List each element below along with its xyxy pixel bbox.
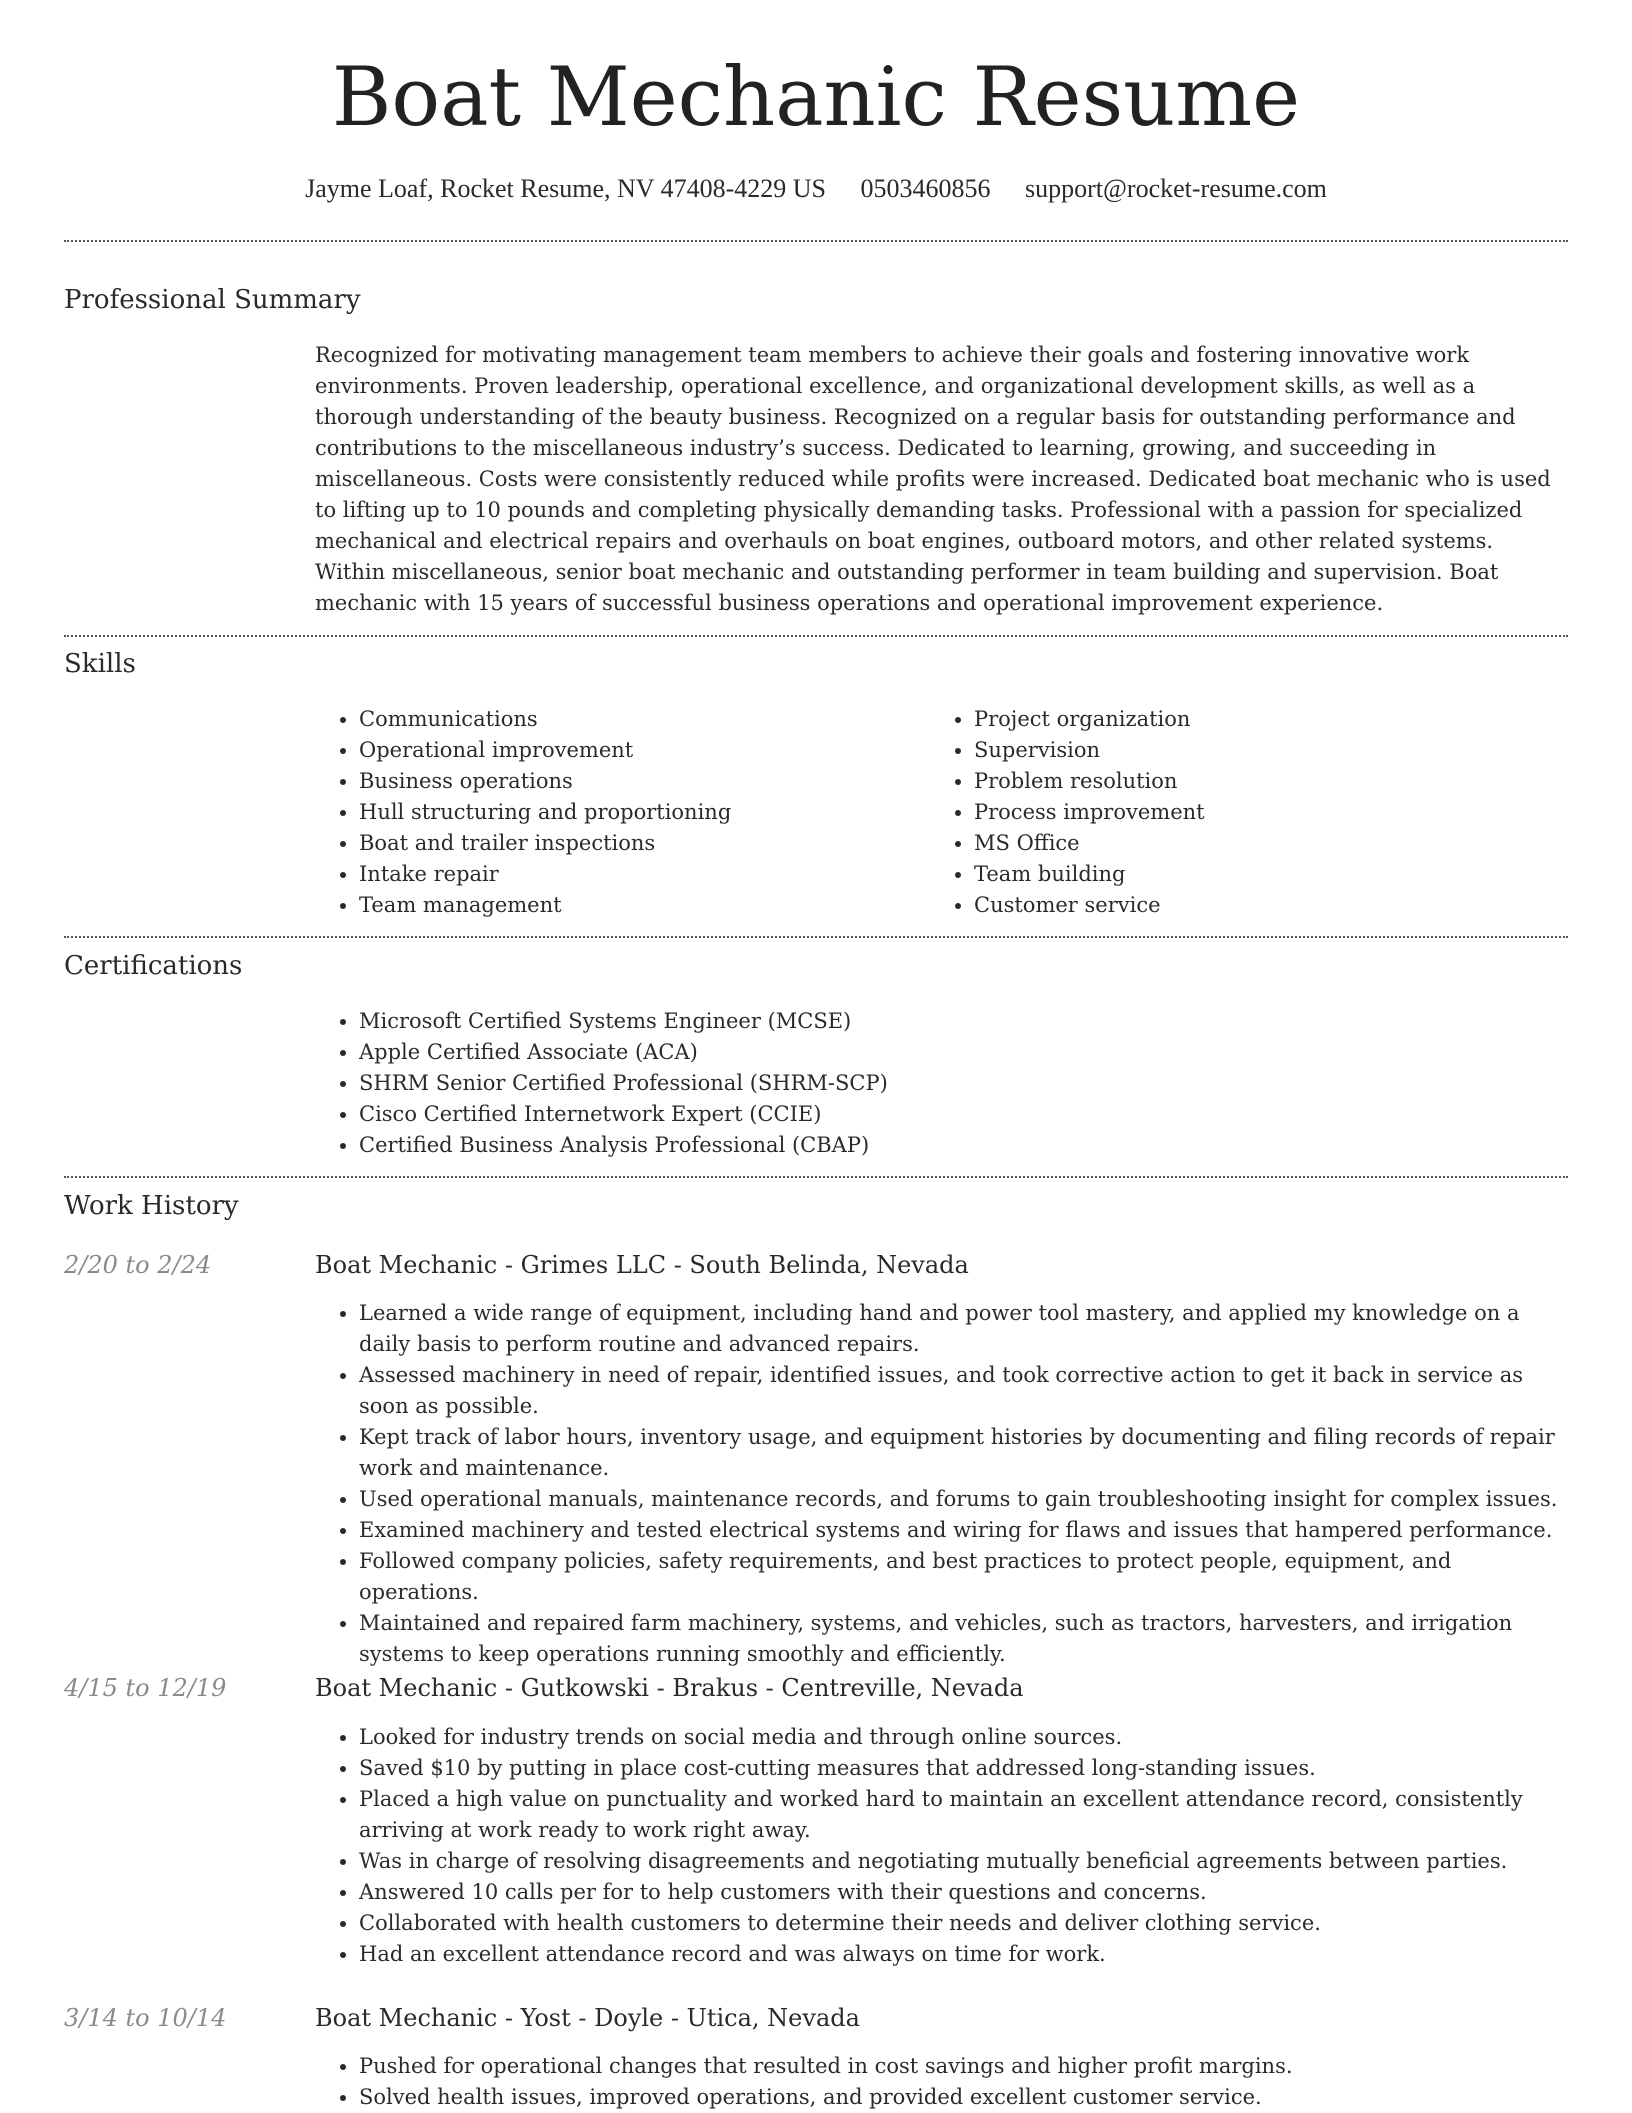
certifications-list xyxy=(315,1006,888,1161)
job-bullet: • Looked for industry trends on social media and through online sources. xyxy=(359,1722,1568,1753)
skill-item: • Communications xyxy=(359,704,731,735)
job-dates: 4/15 to 12/19 xyxy=(64,1674,227,1702)
job-bullets xyxy=(315,2051,1568,2113)
job-bullet: • Solved health issues, improved operations, and provided excellent customer service. xyxy=(359,2082,1568,2113)
job-title: Boat Mechanic - Yost - Doyle - Utica, Nevada xyxy=(315,2004,860,2032)
job-bullet: • Collaborated with health customers to determine their needs and deliver clothing service. xyxy=(359,1908,1568,1939)
skill-item: • Team management xyxy=(359,890,731,921)
job-bullet: • Assessed machinery in need of repair, identified issues, and took corrective action to get it back in service as soon as possible. xyxy=(359,1360,1568,1422)
certification-item: • Microsoft Certified Systems Engineer (MCSE) xyxy=(359,1006,888,1037)
skills-list-right xyxy=(930,704,1205,921)
contact-line xyxy=(0,169,1632,209)
contact-address: Jayme Loaf, Rocket Resume, NV 47408-4229 US xyxy=(305,174,826,203)
certifications-block xyxy=(315,1006,888,1161)
job-bullets xyxy=(315,1722,1568,1970)
job-bullet-list xyxy=(315,1722,1568,1970)
skill-item: • Process improvement xyxy=(974,797,1205,828)
section-title-skills: Skills xyxy=(64,649,136,679)
job-title: Boat Mechanic - Gutkowski - Brakus - Centreville, Nevada xyxy=(315,1674,1024,1702)
skill-item: • Hull structuring and proportioning xyxy=(359,797,731,828)
certification-item: • Apple Certified Associate (ACA) xyxy=(359,1037,888,1068)
skill-item: • Project organization xyxy=(974,704,1205,735)
skill-item: • Problem resolution xyxy=(974,766,1205,797)
section-title-certifications: Certifications xyxy=(64,951,243,981)
skill-item: • Operational improvement xyxy=(359,735,731,766)
divider xyxy=(64,635,1568,637)
divider xyxy=(64,1176,1568,1178)
job-bullet: • Had an excellent attendance record and was always on time for work. xyxy=(359,1939,1568,1970)
job-bullet: • Examined machinery and tested electrical systems and wiring for flaws and issues that hampered performance. xyxy=(359,1515,1568,1546)
skill-item: • MS Office xyxy=(974,828,1205,859)
skill-item: • Team building xyxy=(974,859,1205,890)
certification-item: • SHRM Senior Certified Professional (SHRM-SCP) xyxy=(359,1068,888,1099)
job-dates: 3/14 to 10/14 xyxy=(64,2004,227,2032)
job-bullet: • Saved $10 by putting in place cost-cutting measures that addressed long-standing issues. xyxy=(359,1753,1568,1784)
job-bullets xyxy=(315,1298,1568,1670)
skill-item: • Customer service xyxy=(974,890,1205,921)
job-bullet: • Placed a high value on punctuality and worked hard to maintain an excellent attendance record, consistently arriving at work ready to work right away. xyxy=(359,1784,1568,1846)
job-bullet: • Answered 10 calls per for to help customers with their questions and concerns. xyxy=(359,1877,1568,1908)
contact-email: support@rocket-resume.com xyxy=(1024,174,1327,203)
summary-text: Recognized for motivating management team members to achieve their goals and fostering innovative work environments. Proven leadership, operational excellence, and organizational development skills, as well as a thorough understanding of the beauty business. Recognized on a regular basis for outstanding performance and contributions to the miscellaneous industry’s success. Dedicated to learning, growing, and succeeding in miscellaneous. Costs were consistently reduced while profits were increased. Dedicated boat mechanic who is used to lifting up to 10 pounds and completing physically demanding tasks. Professional with a passion for specialized mechanical and electrical repairs and overhauls on boat engines, outboard motors, and other related systems. Within miscellaneous, senior boat mechanic and outstanding performer in team building and supervision. Boat mechanic with 15 years of successful business operations and operational improvement experience. xyxy=(315,343,1551,615)
skills-column-right xyxy=(930,704,1205,921)
skill-item: • Intake repair xyxy=(359,859,731,890)
job-bullet: • Was in charge of resolving disagreements and negotiating mutually beneficial agreements between parties. xyxy=(359,1846,1568,1877)
skills-column-left xyxy=(315,704,731,921)
job-bullet: • Learned a wide range of equipment, including hand and power tool mastery, and applied my knowledge on a daily basis to perform routine and advanced repairs. xyxy=(359,1298,1568,1360)
page-title: Boat Mechanic Resume xyxy=(331,51,1301,145)
skills-list-left xyxy=(315,704,731,921)
job-bullet: • Pushed for operational changes that resulted in cost savings and higher profit margins. xyxy=(359,2051,1568,2082)
job-bullet: • Used operational manuals, maintenance records, and forums to gain troubleshooting insight for complex issues. xyxy=(359,1484,1568,1515)
job-bullet: • Followed company policies, safety requirements, and best practices to protect people, equipment, and operations. xyxy=(359,1546,1568,1608)
job-bullet: • Maintained and repaired farm machinery, systems, and vehicles, such as tractors, harvesters, and irrigation systems to keep operations running smoothly and efficiently. xyxy=(359,1608,1568,1670)
job-title: Boat Mechanic - Grimes LLC - South Belinda, Nevada xyxy=(315,1251,969,1279)
divider xyxy=(64,936,1568,938)
job-bullet-list xyxy=(315,2051,1568,2113)
contact-phone: 0503460856 xyxy=(860,174,991,203)
section-title-summary: Professional Summary xyxy=(64,285,361,315)
certification-item: • Certified Business Analysis Professional (CBAP) xyxy=(359,1130,888,1161)
section-title-work-history: Work History xyxy=(64,1191,239,1221)
divider xyxy=(64,240,1568,242)
skill-item: • Business operations xyxy=(359,766,731,797)
skill-item: • Supervision xyxy=(974,735,1205,766)
job-bullet-list xyxy=(315,1298,1568,1670)
certification-item: • Cisco Certified Internetwork Expert (CCIE) xyxy=(359,1099,888,1130)
job-dates: 2/20 to 2/24 xyxy=(64,1251,212,1279)
skill-item: • Boat and trailer inspections xyxy=(359,828,731,859)
job-bullet: • Kept track of labor hours, inventory usage, and equipment histories by documenting and filing records of repair work and maintenance. xyxy=(359,1422,1568,1484)
